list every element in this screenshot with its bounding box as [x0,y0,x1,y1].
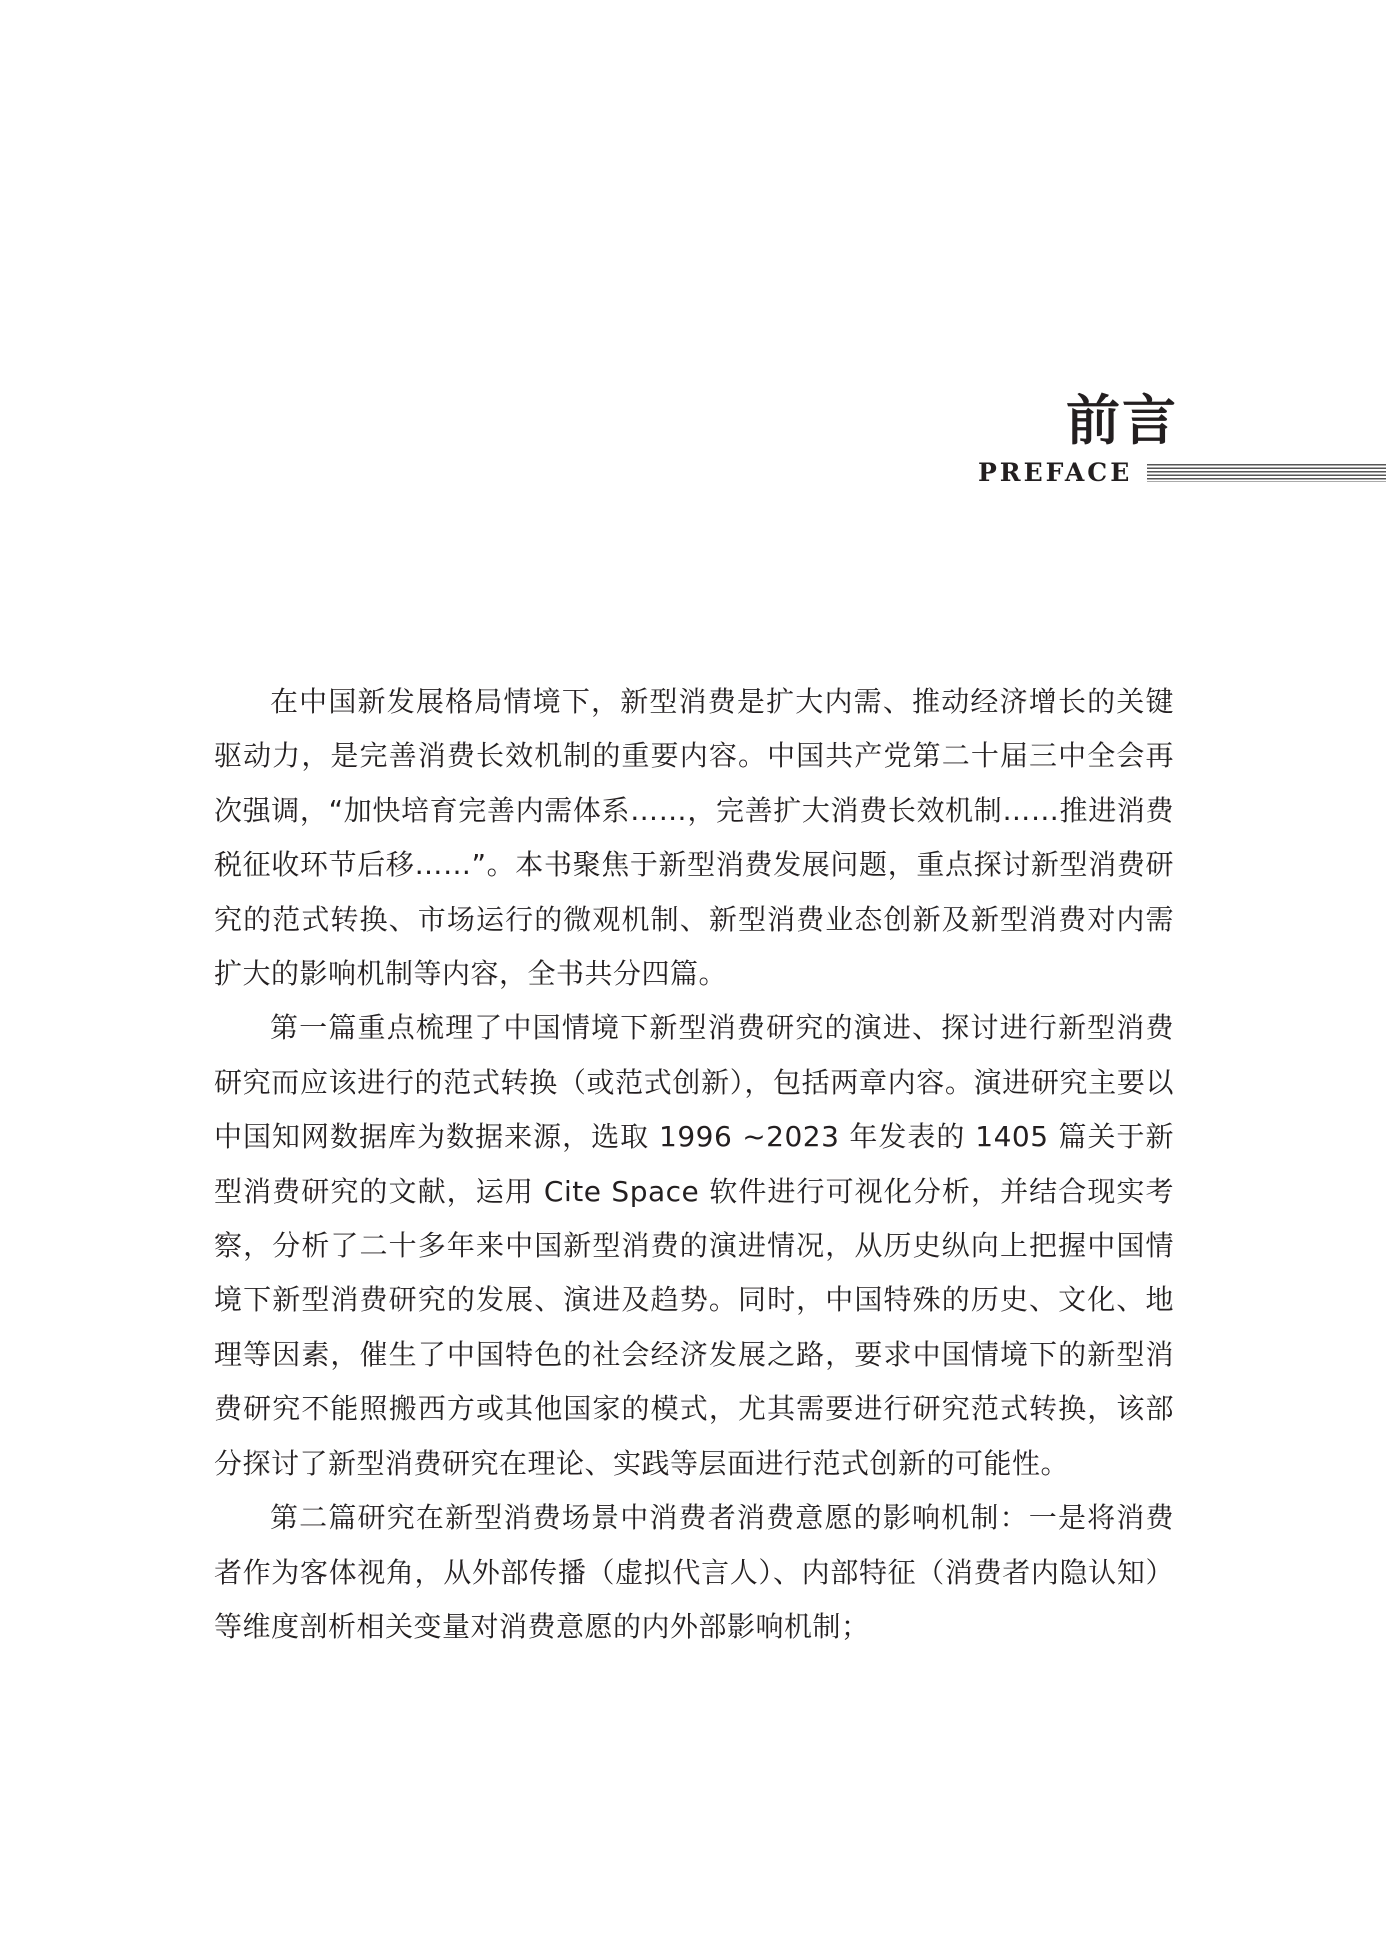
page-title: 前言 [1066,388,1178,452]
page-subtitle: PREFACE [978,458,1133,487]
body-text [214,675,1174,1654]
paragraph-intro: 在中国新发展格局情境下，新型消费是扩大内需、推动经济增长的关键驱动力，是完善消费长效机制的重要内容。中国共产党第二十届三中全会再次强调，“加快培育完善内需体系……，完善扩大消费长效机制……推进消费税征收环节后移……”。本书聚焦于新型消费发展问题，重点探讨新型消费研究的范式转换、市场运行的微观机制、新型消费业态创新及新型消费对内需扩大的影响机制等内容，全书共分四篇。 [214,685,1174,991]
paragraph-part-two: 第二篇研究在新型消费场景中消费者消费意愿的影响机制：一是将消费者作为客体视角，从外部传播（虚拟代言人）、内部特征（消费者内隐认知）等维度剖析相关变量对消费意愿的内外部影响机制； [214,1501,1174,1643]
paragraph-part-one: 第一篇重点梳理了中国情境下新型消费研究的演进、探讨进行新型消费研究而应该进行的范式转换（或范式创新），包括两章内容。演进研究主要以中国知网数据库为数据来源，选取 1996 ~2023 年发表的 1405 篇关于新型消费研究的文献，运用 Cite Space 软件进行可视化分析，并结合现实考察，分析了二十多年来中国新型消费的演进情况，从历史纵向上把握中国情境下新型消费研究的发展、演进及趋势。同时，中国特殊的历史、文化、地理等因素，催生了中国特色的社会经济发展之路，要求中国情境下的新型消费研究不能照搬西方或其他国家的模式，尤其需要进行研究范式转换，该部分探讨了新型消费研究在理论、实践等层面进行范式创新的可能性。 [214,1011,1174,1480]
decorative-rule [1147,464,1386,482]
subtitle-row [978,458,1386,488]
